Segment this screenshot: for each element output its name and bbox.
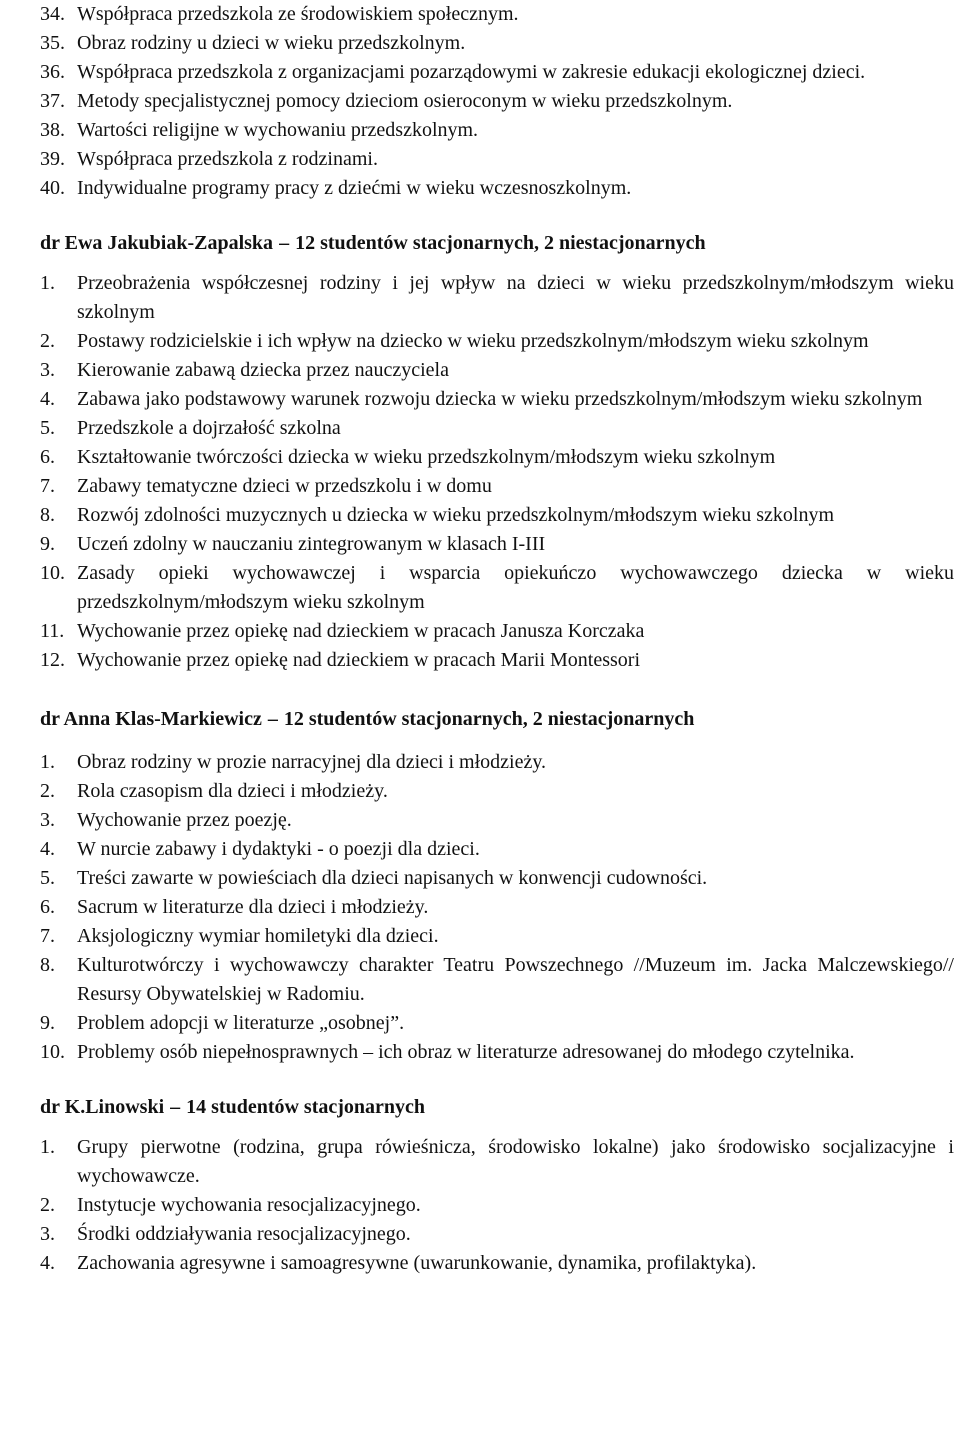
section-heading	[40, 229, 954, 258]
list-item	[40, 777, 954, 806]
heading-dash: –	[279, 232, 290, 254]
list-item	[40, 530, 954, 559]
item-text: Rola czasopism dla dzieci i młodzieży.	[77, 780, 388, 802]
item-number: 8.	[40, 954, 55, 976]
list-item	[40, 327, 954, 356]
list-item	[40, 0, 954, 29]
item-number: 9.	[40, 533, 55, 555]
item-number: 4.	[40, 1252, 55, 1274]
item-text: Przeobrażenia współczesnej rodziny i jej wpływ na dzieci w wieku przedszkolnym/młodszym wieku szkolnym	[77, 272, 954, 323]
section-heading	[40, 1093, 954, 1122]
item-text: Współpraca przedszkola ze środowiskiem społecznym.	[77, 3, 519, 25]
item-number: 3.	[40, 359, 55, 381]
list-item	[40, 269, 954, 327]
list-item	[40, 501, 954, 530]
list-item	[40, 951, 954, 1009]
list-item	[40, 385, 954, 414]
item-text: Metody specjalistycznej pomocy dzieciom osieroconym w wieku przedszkolnym.	[77, 90, 733, 112]
list-item	[40, 646, 954, 675]
item-text: Grupy pierwotne (rodzina, grupa rówieśnicza, środowisko lokalne) jako środowisko socjalizacyjne i wychowawcze.	[77, 1136, 954, 1187]
item-number: 12.	[40, 649, 65, 671]
list-item	[40, 1191, 954, 1220]
item-number: 40.	[40, 177, 65, 199]
item-number: 2.	[40, 780, 55, 802]
item-text: Postawy rodzicielskie i ich wpływ na dziecko w wieku przedszkolnym/młodszym wieku szkolnym	[77, 330, 869, 352]
item-number: 4.	[40, 388, 55, 410]
list-item	[40, 145, 954, 174]
item-text: Zabawy tematyczne dzieci w przedszkolu i w domu	[77, 475, 492, 497]
list-item	[40, 864, 954, 893]
item-number: 36.	[40, 61, 65, 83]
item-number: 34.	[40, 3, 65, 25]
topic-list	[40, 269, 954, 675]
list-item	[40, 174, 954, 203]
list-item	[40, 893, 954, 922]
item-number: 10.	[40, 562, 65, 584]
item-text: Obraz rodziny u dzieci w wieku przedszkolnym.	[77, 32, 466, 54]
item-number: 9.	[40, 1012, 55, 1034]
student-quota: 12 studentów stacjonarnych, 2 niestacjonarnych	[283, 708, 695, 730]
heading-dash: –	[267, 708, 278, 730]
item-text: Kulturotwórczy i wychowawczy charakter Teatru Powszechnego //Muzeum im. Jacka Malczewskiego// Resursy Obywatelskiej w Radomiu.	[77, 954, 954, 1005]
list-item	[40, 748, 954, 777]
item-text: Indywidualne programy pracy z dziećmi w wieku wczesnoszkolnym.	[77, 177, 632, 199]
item-text: Wychowanie przez opiekę nad dzieckiem w pracach Marii Montessori	[77, 649, 641, 671]
list-item	[40, 414, 954, 443]
list-item	[40, 1133, 954, 1191]
item-text: W nurcie zabawy i dydaktyki - o poezji dla dzieci.	[77, 838, 480, 860]
list-item	[40, 1220, 954, 1249]
item-number: 35.	[40, 32, 65, 54]
item-number: 6.	[40, 896, 55, 918]
item-number: 1.	[40, 751, 55, 773]
item-text: Problem adopcji w literaturze „osobnej”.	[77, 1012, 405, 1034]
item-number: 5.	[40, 867, 55, 889]
item-text: Współpraca przedszkola z rodzinami.	[77, 148, 378, 170]
item-text: Treści zawarte w powieściach dla dzieci napisanych w konwencji cudowności.	[77, 867, 708, 889]
item-text: Aksjologiczny wymiar homiletyki dla dzieci.	[77, 925, 439, 947]
list-item	[40, 356, 954, 385]
item-text: Rozwój zdolności muzycznych u dziecka w wieku przedszkolnym/młodszym wieku szkolnym	[77, 504, 835, 526]
previous-topic-list	[40, 0, 954, 203]
list-item	[40, 472, 954, 501]
item-number: 2.	[40, 330, 55, 352]
item-number: 7.	[40, 925, 55, 947]
list-item	[40, 116, 954, 145]
item-text: Zasady opieki wychowawczej i wsparcia opiekuńczo wychowawczego dziecka w wieku przedszkolnym/młodszym wieku szkolnym	[77, 562, 954, 613]
topic-list	[40, 748, 954, 1067]
item-number: 6.	[40, 446, 55, 468]
item-number: 38.	[40, 119, 65, 141]
item-text: Współpraca przedszkola z organizacjami pozarządowymi w zakresie edukacji ekologicznej dzieci.	[77, 61, 866, 83]
list-item	[40, 1009, 954, 1038]
item-number: 2.	[40, 1194, 55, 1216]
item-number: 1.	[40, 1136, 55, 1158]
list-item	[40, 922, 954, 951]
item-number: 39.	[40, 148, 65, 170]
item-number: 4.	[40, 838, 55, 860]
item-number: 1.	[40, 272, 55, 294]
item-text: Środki oddziaływania resocjalizacyjnego.	[77, 1223, 411, 1245]
list-item	[40, 58, 954, 87]
list-item	[40, 443, 954, 472]
list-item	[40, 806, 954, 835]
list-item	[40, 617, 954, 646]
student-quota: 12 studentów stacjonarnych, 2 niestacjonarnych	[295, 232, 706, 254]
item-number: 11.	[40, 620, 65, 642]
item-text: Kierowanie zabawą dziecka przez nauczyciela	[77, 359, 449, 381]
item-text: Obraz rodziny w prozie narracyjnej dla dzieci i młodzieży.	[77, 751, 547, 773]
item-text: Problemy osób niepełnosprawnych – ich obraz w literaturze adresowanej do młodego czytelnika.	[77, 1041, 855, 1063]
list-item	[40, 835, 954, 864]
item-text: Wychowanie przez poezję.	[77, 809, 292, 831]
student-quota: 14 studentów stacjonarnych	[186, 1096, 426, 1118]
item-text: Wartości religijne w wychowaniu przedszkolnym.	[77, 119, 479, 141]
item-number: 5.	[40, 417, 55, 439]
item-number: 3.	[40, 809, 55, 831]
item-text: Sacrum w literaturze dla dzieci i młodzieży.	[77, 896, 429, 918]
supervisor-name: dr Anna Klas-Markiewicz	[40, 708, 262, 730]
item-number: 8.	[40, 504, 55, 526]
heading-dash: –	[170, 1096, 181, 1118]
section-heading	[40, 705, 954, 734]
item-text: Kształtowanie twórczości dziecka w wieku przedszkolnym/młodszym wieku szkolnym	[77, 446, 776, 468]
list-item	[40, 1038, 954, 1067]
list-item	[40, 1249, 954, 1278]
list-item	[40, 559, 954, 617]
item-number: 10.	[40, 1041, 65, 1063]
item-number: 3.	[40, 1223, 55, 1245]
list-item	[40, 87, 954, 116]
item-text: Zabawa jako podstawowy warunek rozwoju dziecka w wieku przedszkolnym/młodszym wieku szkolnym	[77, 388, 923, 410]
item-number: 7.	[40, 475, 55, 497]
item-text: Instytucje wychowania resocjalizacyjnego.	[77, 1194, 421, 1216]
item-text: Przedszkole a dojrzałość szkolna	[77, 417, 341, 439]
topic-list	[40, 1133, 954, 1278]
item-text: Wychowanie przez opiekę nad dzieckiem w pracach Janusza Korczaka	[77, 620, 645, 642]
supervisor-name: dr K.Linowski	[40, 1096, 165, 1118]
supervisor-name: dr Ewa Jakubiak-Zapalska	[40, 232, 274, 254]
item-text: Uczeń zdolny w nauczaniu zintegrowanym w klasach I-III	[77, 533, 546, 555]
item-number: 37.	[40, 90, 65, 112]
list-item	[40, 29, 954, 58]
item-text: Zachowania agresywne i samoagresywne (uwarunkowanie, dynamika, profilaktyka).	[77, 1252, 757, 1274]
